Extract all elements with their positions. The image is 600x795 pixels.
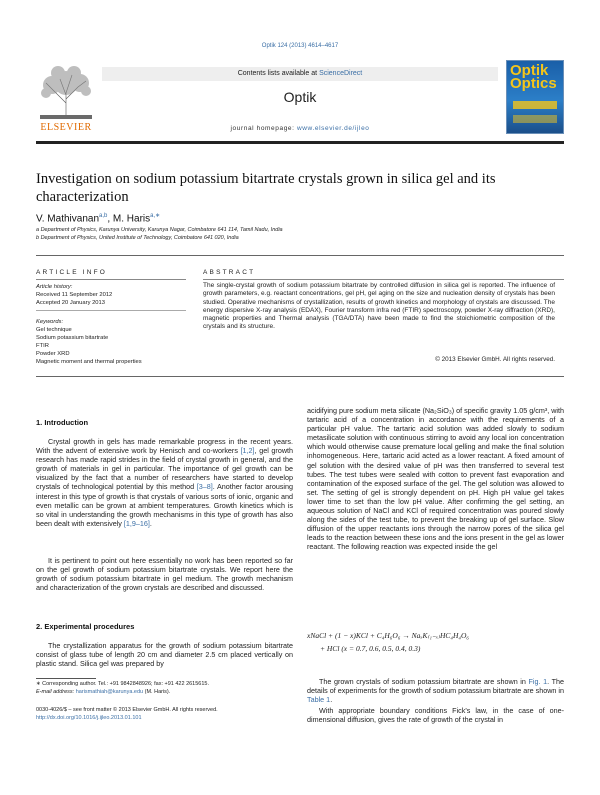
article-title: Investigation on sodium potassium bitartrate crystals grown in silica gel and its characterization <box>36 171 496 205</box>
homepage-link[interactable]: www.elsevier.de/ijleo <box>296 125 370 132</box>
author-list <box>36 212 160 224</box>
cover-title: Optik Optics <box>510 62 557 92</box>
reference-link[interactable]: [3–8] <box>196 482 213 492</box>
author-name[interactable]: V. Mathivanan <box>36 213 100 225</box>
intro-paragraph: Crystal growth in gels has made remarkable progress in the recent years. With the advent of extensive work by Henisch and co-workers [1,2], gel growth research has made rapid strides in the field of crystal growth in general, and the growth of materials in gel in particular. The importance of gel growth can be visualized by the fact that a number of researchers have started to develop crystals of technological potential by this method [3–8]. Another factor arousing interest in this type of growth is that crystals of various sorts of ionic, organic and even metallic can be grown at ambient temperatures. Growth kinetics which is so vital in understanding the growth mechanisms in this type of growth has also been dealt with extensively [1,9–16]. <box>36 437 294 528</box>
experimental-heading: 2. Experimental procedures <box>36 622 135 631</box>
affiliation-b: b Department of Physics, United Institute of Technology, Coimbatore 641 020, India <box>36 235 239 241</box>
reference-link[interactable]: [1,9–16] <box>123 518 150 528</box>
keyword-item: Sodium potassium bitartrate <box>36 335 109 341</box>
introduction-heading: 1. Introduction <box>36 418 89 427</box>
journal-homepage <box>102 125 498 132</box>
keyword-item: Magnetic moment and thermal properties <box>36 359 142 365</box>
footnote-rule <box>36 678 96 679</box>
journal-title: Optik <box>283 89 317 105</box>
section-rule <box>36 255 564 256</box>
abstract-rule <box>203 279 564 280</box>
cover-stripe <box>513 115 557 123</box>
email-link[interactable]: harismathiah@karunya.edu <box>75 689 144 695</box>
reaction-equation-line1: xNaCl + (1 − x)KCl + C₄H₆O₆ → NaₓK₍₁₋ₓ₎HC₄H₄O₆ <box>307 631 470 640</box>
author-name[interactable]: M. Haris <box>112 213 151 225</box>
doi-link[interactable]: http://dx.doi.org/10.1016/j.ijleo.2013.01.101 <box>36 715 142 721</box>
corresponding-author-note: ∗ Corresponding author. Tel.: +91 9842848926; fax: +91 422 2615615. <box>36 681 210 687</box>
info-rule <box>36 279 186 280</box>
journal-citation[interactable]: Optik 124 (2013) 4614–4617 <box>261 43 339 49</box>
reference-link[interactable]: [1,2] <box>240 446 255 456</box>
diffusion-paragraph: With appropriate boundary conditions Fick's law, in the case of one-dimensional diffusion, gives the rate of growth of the crystal in <box>307 706 564 725</box>
reaction-equation-line2: + HCl (x = 0.7, 0.6, 0.5, 0.4, 0.3) <box>320 644 421 653</box>
contents-bar <box>102 67 498 81</box>
keyword-item: Gel technique <box>36 327 72 333</box>
author-affiliation-marker[interactable]: a,b <box>99 213 108 219</box>
affiliation-a: a Department of Physics, Karunya University, Karunya Nagar, Coimbatore 641 114, Tamil Nadu, India <box>36 227 283 233</box>
results-paragraph: The grown crystals of sodium potassium bitartrate are shown in Fig. 1. The details of experiments for the growth of sodium potassium bitartrate are shown in Table 1. <box>307 677 565 705</box>
article-info-heading: ARTICLE INFO <box>36 269 108 276</box>
experimental-paragraph: The crystallization apparatus for the growth of sodium potassium bitartrate consist of glass tube of length 20 cm and diameter 2.5 cm placed vertically on plastic stand. Silica gel was prepared by <box>36 641 293 669</box>
homepage-label: journal homepage: <box>230 125 297 132</box>
procedure-paragraph: acidifying pure sodium meta silicate (Na₂SiO₃) of specific gravity 1.05 g/cm³, with tartaric acid of a concentration in accordance with the requirements of a particular pH value. The tartaric acid solution was added slowly to sodium metasilicate solution with continuous stirring to avoid any local ion concentration which would otherwise cause premature local gelling and make the final solution inhomogeneous. Here, tartaric acid acted as a lower reactant. A fixed amount of gel solution with the desired value of pH was then transferred to several test tubes. The test tubes were sealed with cotton to prevent fast evaporation and contamination of the exposed surface of the gel. The gel solution was allowed to set. The setting of gel is strongly dependent on pH. High pH value gel takes lower time to set than the low pH value. After confirming the gel setting, an aqueous solution of NaCl and KCl of required concentration was poured slowly along the sides of the test tube, to prevent the breaking up of gel surface. Slow diffusion of the upper reactants ions through the narrow pores of the silica gel leads to the reaction between these ions and the ions present in the gel as lower reactant. The following reaction was expected inside the gel <box>307 406 564 552</box>
table-link[interactable]: Table 1 <box>307 695 331 705</box>
figure-link[interactable]: Fig. 1 <box>528 677 548 686</box>
article-history-label: Article history: <box>36 284 73 290</box>
section-rule <box>36 376 564 377</box>
issn-notice: 0030-4026/$ – see front matter © 2013 Elsevier GmbH. All rights reserved. <box>36 707 218 713</box>
contents-label: Contents lists available at <box>237 70 320 77</box>
cover-stripe <box>513 101 557 109</box>
sciencedirect-link[interactable]: ScienceDirect <box>319 70 363 77</box>
header-rule <box>36 141 564 144</box>
keyword-item: Powder XRD <box>36 351 70 357</box>
keyword-item: FTIR <box>36 343 49 349</box>
info-divider <box>36 310 186 311</box>
author-affiliation-marker[interactable]: a,∗ <box>150 213 161 219</box>
abstract-heading: ABSTRACT <box>203 269 256 276</box>
email-footnote: E-mail address: harismathiah@karunya.edu (M. Haris). <box>36 689 171 695</box>
journal-cover-thumbnail <box>506 60 564 134</box>
copyright-notice: © 2013 Elsevier GmbH. All rights reserved. <box>435 356 555 363</box>
abstract-text: The single-crystal growth of sodium potassium bitartrate by controlled diffusion in silica gel is reported. The influence of growth parameters, e.g. reactant concentrations, gel pH, gel aging on the size and nucleation density of crystals has been studied. Operative mechanisms of crystallization, results of growth kinetics and morphology of crystals are discussed. The energy dispersive X-ray analysis (EDAX), Fourier transform infra red (FTIR) spectroscopy, powder X-ray diffraction (XRD), magnetic properties and Thermal analysis (TGA/DTA) have been made to find the stoichiometric composition of the crystals and its structure. <box>203 282 555 331</box>
author-separator: , <box>107 213 113 225</box>
keywords-label: Keywords: <box>36 319 64 325</box>
accepted-date: Accepted 20 January 2013 <box>36 300 105 306</box>
intro-paragraph: It is pertinent to point out here essentially no work has been reported so far on the gel growth of sodium potassium bitartrate crystals. We report here the growth of sodium potassium bitartrate in gel medium. The growth mechanism and characterization of the grown crystals are described and discussed. <box>36 556 293 593</box>
received-date: Received 11 September 2012 <box>36 292 113 298</box>
publisher-name: ELSEVIER <box>40 122 92 133</box>
